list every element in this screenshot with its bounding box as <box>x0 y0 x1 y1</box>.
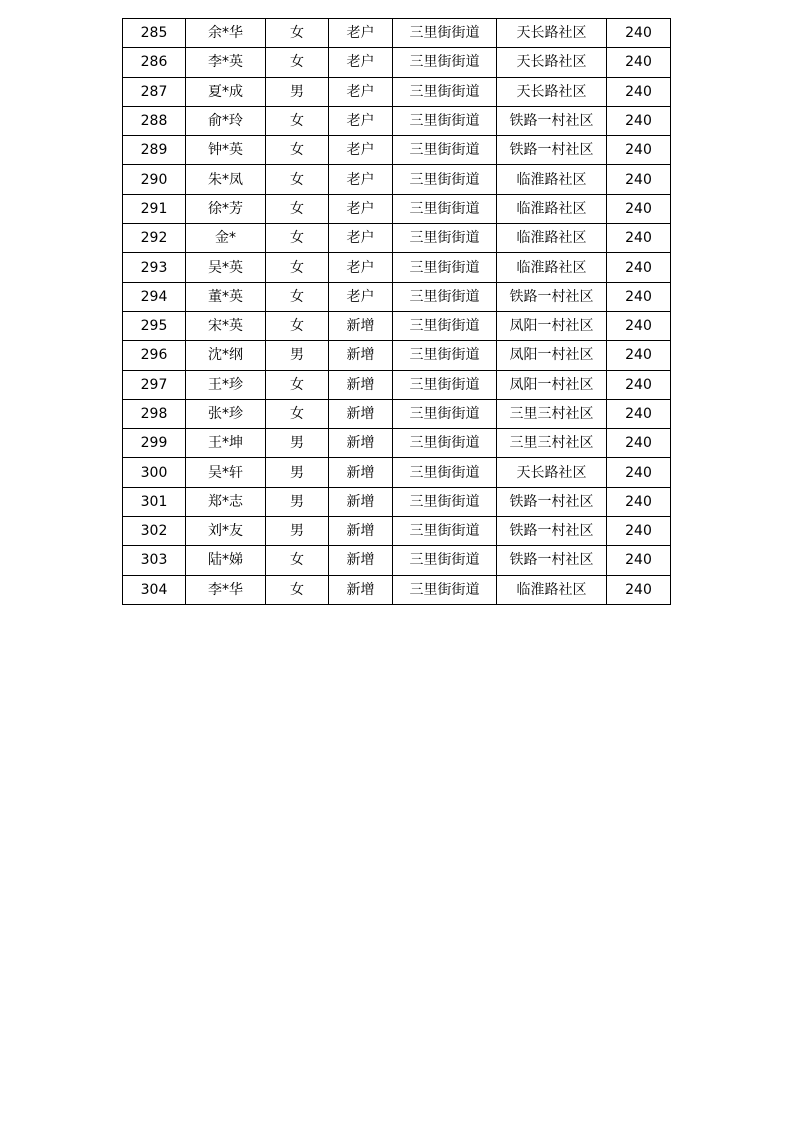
street-cell: 三里街街道 <box>393 224 497 253</box>
name-cell: 俞*玲 <box>186 106 266 135</box>
table-row <box>123 487 671 516</box>
name-cell: 李*英 <box>186 48 266 77</box>
table-row <box>123 48 671 77</box>
street-cell: 三里街街道 <box>393 282 497 311</box>
roster-table <box>122 18 671 605</box>
household-type-cell: 新增 <box>329 341 393 370</box>
gender-cell: 女 <box>266 399 329 428</box>
name-cell: 张*珍 <box>186 399 266 428</box>
table-row <box>123 546 671 575</box>
name-cell: 陆*娣 <box>186 546 266 575</box>
table-row <box>123 341 671 370</box>
street-cell: 三里街街道 <box>393 575 497 604</box>
name-cell: 沈*纲 <box>186 341 266 370</box>
gender-cell: 女 <box>266 224 329 253</box>
community-cell: 临淮路社区 <box>497 194 607 223</box>
street-cell: 三里街街道 <box>393 341 497 370</box>
name-cell: 夏*成 <box>186 77 266 106</box>
household-type-cell: 新增 <box>329 429 393 458</box>
name-cell: 徐*芳 <box>186 194 266 223</box>
amount-cell: 240 <box>607 429 671 458</box>
household-type-cell: 老户 <box>329 224 393 253</box>
row-number-cell: 302 <box>123 517 186 546</box>
gender-cell: 女 <box>266 546 329 575</box>
table-row <box>123 517 671 546</box>
street-cell: 三里街街道 <box>393 458 497 487</box>
street-cell: 三里街街道 <box>393 194 497 223</box>
table-row <box>123 77 671 106</box>
row-number-cell: 294 <box>123 282 186 311</box>
amount-cell: 240 <box>607 48 671 77</box>
table-row <box>123 370 671 399</box>
street-cell: 三里街街道 <box>393 253 497 282</box>
row-number-cell: 301 <box>123 487 186 516</box>
household-type-cell: 新增 <box>329 311 393 340</box>
street-cell: 三里街街道 <box>393 487 497 516</box>
amount-cell: 240 <box>607 224 671 253</box>
household-type-cell: 新增 <box>329 517 393 546</box>
street-cell: 三里街街道 <box>393 311 497 340</box>
amount-cell: 240 <box>607 311 671 340</box>
amount-cell: 240 <box>607 546 671 575</box>
community-cell: 铁路一村社区 <box>497 136 607 165</box>
row-number-cell: 290 <box>123 165 186 194</box>
community-cell: 三里三村社区 <box>497 399 607 428</box>
community-cell: 铁路一村社区 <box>497 282 607 311</box>
amount-cell: 240 <box>607 106 671 135</box>
name-cell: 刘*友 <box>186 517 266 546</box>
table-row <box>123 224 671 253</box>
community-cell: 铁路一村社区 <box>497 106 607 135</box>
amount-cell: 240 <box>607 136 671 165</box>
street-cell: 三里街街道 <box>393 77 497 106</box>
amount-cell: 240 <box>607 165 671 194</box>
amount-cell: 240 <box>607 253 671 282</box>
row-number-cell: 299 <box>123 429 186 458</box>
name-cell: 王*坤 <box>186 429 266 458</box>
household-type-cell: 新增 <box>329 487 393 516</box>
amount-cell: 240 <box>607 341 671 370</box>
household-type-cell: 老户 <box>329 19 393 48</box>
row-number-cell: 289 <box>123 136 186 165</box>
household-type-cell: 老户 <box>329 165 393 194</box>
amount-cell: 240 <box>607 399 671 428</box>
table-row <box>123 399 671 428</box>
community-cell: 凤阳一村社区 <box>497 311 607 340</box>
row-number-cell: 287 <box>123 77 186 106</box>
row-number-cell: 293 <box>123 253 186 282</box>
community-cell: 铁路一村社区 <box>497 517 607 546</box>
name-cell: 钟*英 <box>186 136 266 165</box>
table-row <box>123 575 671 604</box>
street-cell: 三里街街道 <box>393 165 497 194</box>
row-number-cell: 303 <box>123 546 186 575</box>
community-cell: 临淮路社区 <box>497 224 607 253</box>
household-type-cell: 老户 <box>329 194 393 223</box>
gender-cell: 女 <box>266 165 329 194</box>
community-cell: 三里三村社区 <box>497 429 607 458</box>
name-cell: 金* <box>186 224 266 253</box>
gender-cell: 男 <box>266 517 329 546</box>
household-type-cell: 新增 <box>329 370 393 399</box>
gender-cell: 女 <box>266 194 329 223</box>
name-cell: 宋*英 <box>186 311 266 340</box>
table-row <box>123 311 671 340</box>
street-cell: 三里街街道 <box>393 370 497 399</box>
table-row <box>123 429 671 458</box>
gender-cell: 女 <box>266 370 329 399</box>
table-row <box>123 194 671 223</box>
row-number-cell: 295 <box>123 311 186 340</box>
table-row <box>123 106 671 135</box>
row-number-cell: 297 <box>123 370 186 399</box>
gender-cell: 男 <box>266 77 329 106</box>
amount-cell: 240 <box>607 575 671 604</box>
row-number-cell: 304 <box>123 575 186 604</box>
household-type-cell: 老户 <box>329 282 393 311</box>
gender-cell: 女 <box>266 311 329 340</box>
household-type-cell: 老户 <box>329 106 393 135</box>
community-cell: 铁路一村社区 <box>497 487 607 516</box>
gender-cell: 男 <box>266 341 329 370</box>
street-cell: 三里街街道 <box>393 429 497 458</box>
street-cell: 三里街街道 <box>393 399 497 428</box>
gender-cell: 女 <box>266 48 329 77</box>
table-row <box>123 253 671 282</box>
community-cell: 天长路社区 <box>497 77 607 106</box>
name-cell: 郑*志 <box>186 487 266 516</box>
gender-cell: 男 <box>266 429 329 458</box>
amount-cell: 240 <box>607 370 671 399</box>
roster-table-body <box>123 19 671 605</box>
amount-cell: 240 <box>607 77 671 106</box>
gender-cell: 女 <box>266 106 329 135</box>
row-number-cell: 291 <box>123 194 186 223</box>
row-number-cell: 286 <box>123 48 186 77</box>
row-number-cell: 285 <box>123 19 186 48</box>
row-number-cell: 300 <box>123 458 186 487</box>
row-number-cell: 288 <box>123 106 186 135</box>
row-number-cell: 292 <box>123 224 186 253</box>
street-cell: 三里街街道 <box>393 546 497 575</box>
household-type-cell: 老户 <box>329 48 393 77</box>
row-number-cell: 298 <box>123 399 186 428</box>
gender-cell: 男 <box>266 458 329 487</box>
community-cell: 铁路一村社区 <box>497 546 607 575</box>
household-type-cell: 老户 <box>329 136 393 165</box>
community-cell: 临淮路社区 <box>497 575 607 604</box>
street-cell: 三里街街道 <box>393 106 497 135</box>
amount-cell: 240 <box>607 194 671 223</box>
name-cell: 吴*轩 <box>186 458 266 487</box>
gender-cell: 女 <box>266 575 329 604</box>
name-cell: 吴*英 <box>186 253 266 282</box>
row-number-cell: 296 <box>123 341 186 370</box>
community-cell: 天长路社区 <box>497 48 607 77</box>
community-cell: 天长路社区 <box>497 19 607 48</box>
household-type-cell: 新增 <box>329 458 393 487</box>
community-cell: 凤阳一村社区 <box>497 341 607 370</box>
amount-cell: 240 <box>607 458 671 487</box>
gender-cell: 女 <box>266 253 329 282</box>
street-cell: 三里街街道 <box>393 19 497 48</box>
community-cell: 凤阳一村社区 <box>497 370 607 399</box>
street-cell: 三里街街道 <box>393 517 497 546</box>
community-cell: 临淮路社区 <box>497 253 607 282</box>
household-type-cell: 新增 <box>329 575 393 604</box>
table-row <box>123 458 671 487</box>
name-cell: 李*华 <box>186 575 266 604</box>
name-cell: 王*珍 <box>186 370 266 399</box>
street-cell: 三里街街道 <box>393 136 497 165</box>
amount-cell: 240 <box>607 19 671 48</box>
amount-cell: 240 <box>607 517 671 546</box>
table-row <box>123 19 671 48</box>
gender-cell: 女 <box>266 19 329 48</box>
name-cell: 朱*凤 <box>186 165 266 194</box>
gender-cell: 男 <box>266 487 329 516</box>
name-cell: 董*英 <box>186 282 266 311</box>
community-cell: 天长路社区 <box>497 458 607 487</box>
name-cell: 余*华 <box>186 19 266 48</box>
amount-cell: 240 <box>607 487 671 516</box>
household-type-cell: 老户 <box>329 253 393 282</box>
street-cell: 三里街街道 <box>393 48 497 77</box>
gender-cell: 女 <box>266 136 329 165</box>
community-cell: 临淮路社区 <box>497 165 607 194</box>
household-type-cell: 新增 <box>329 546 393 575</box>
table-row <box>123 136 671 165</box>
household-type-cell: 老户 <box>329 77 393 106</box>
household-type-cell: 新增 <box>329 399 393 428</box>
amount-cell: 240 <box>607 282 671 311</box>
table-row <box>123 282 671 311</box>
gender-cell: 女 <box>266 282 329 311</box>
table-row <box>123 165 671 194</box>
